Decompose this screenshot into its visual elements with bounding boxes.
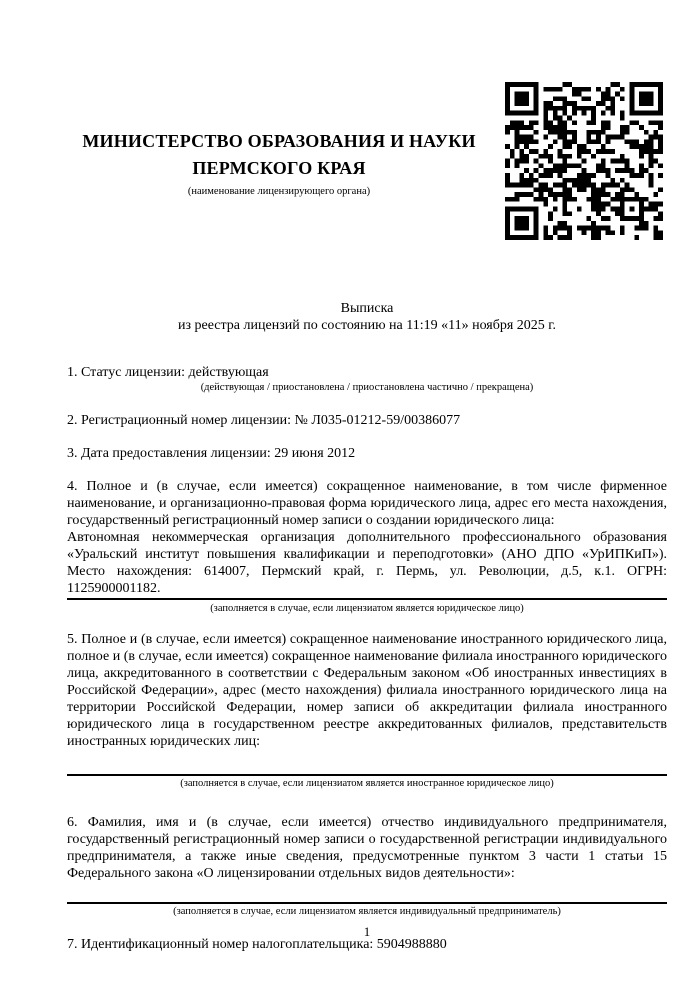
page-number: 1 — [363, 924, 371, 939]
document-title-date-line: из реестра лицензий по состоянию на 11:19 «11» ноября 2025 г. — [178, 318, 556, 333]
license-status-caption: (действующая / приостановлена / приостановлена частично / прекращена) — [200, 382, 534, 393]
authority-subtitle: (наименование лицензирующего органа) — [187, 186, 371, 197]
document-body — [67, 300, 667, 953]
authority-title-line1: МИНИСТЕРСТВО ОБРАЗОВАНИЯ И НАУКИ — [82, 131, 476, 151]
authority-title-line2: ПЕРМСКОГО КРАЯ — [192, 158, 366, 178]
individual-entrepreneur-blank-line — [67, 902, 667, 904]
legal-entity-caption: (заполняется в случае, если лицензиатом является юридическое лицо) — [210, 603, 524, 614]
individual-entrepreneur-caption: (заполняется в случае, если лицензиатом является индивидуальный предприниматель) — [173, 906, 561, 917]
legal-entity-label: 4. Полное и (в случае, если имеется) сокращенное наименование, в том числе фирменное наименование, и организационно-правовая форма юридического лица, адрес его места нахождения, государственный регистрационный номер записи о создании юридического лица: — [67, 479, 667, 528]
foreign-entity-label: 5. Полное и (в случае, если имеется) сокращенное наименование иностранного юридического лица, полное и (в случае, если имеется) сокращенное наименование филиала иностранного юридического лица, аккредитованного в соответствии с Федеральным законом «Об иностранных инвестициях в Российской Федерации», адрес (место нахождения) филиала иностранного юридического лица на территории Российской Федерации, номер записи об аккредитации филиала иностранного юридического лица в государственном реестре аккредитованных филиалов, представительств иностранных юридических лиц: — [67, 632, 667, 749]
legal-entity-value: Автономная некоммерческая организация дополнительного профессионального образования «Уральский институт повышения квалификации и переподготовки» (АНО ДПО «УрИПКиП»). Место нахождения: 614007, Пермский край, г. Пермь, ул. Революции, д.5, к.1. ОГРН: 1125900001182. — [67, 529, 667, 600]
qr-code-icon — [505, 82, 663, 240]
license-status-text: 1. Статус лицензии: действующая — [67, 365, 269, 380]
foreign-entity-blank-line — [67, 774, 667, 776]
registration-number-text: 2. Регистрационный номер лицензии: № Л035-01212-59/00386077 — [67, 413, 461, 428]
license-grant-date-text: 3. Дата предоставления лицензии: 29 июня 2012 — [67, 446, 356, 461]
licensing-authority-header — [67, 128, 491, 199]
document-title: Выписка — [340, 301, 394, 316]
foreign-entity-caption: (заполняется в случае, если лицензиатом является иностранное юридическое лицо) — [180, 778, 554, 789]
taxpayer-id-text: 7. Идентификационный номер налогоплательщика: 5904988880 — [67, 937, 447, 952]
individual-entrepreneur-label: 6. Фамилия, имя и (в случае, если имеется) отчество индивидуального предпринимателя, государственный регистрационный номер записи о государственной регистрации индивидуального предпринимателя, а также иные сведения, предусмотренные пунктом 3 части 1 статьи 15 Федерального закона «О лицензировании отдельных видов деятельности»: — [67, 815, 667, 881]
